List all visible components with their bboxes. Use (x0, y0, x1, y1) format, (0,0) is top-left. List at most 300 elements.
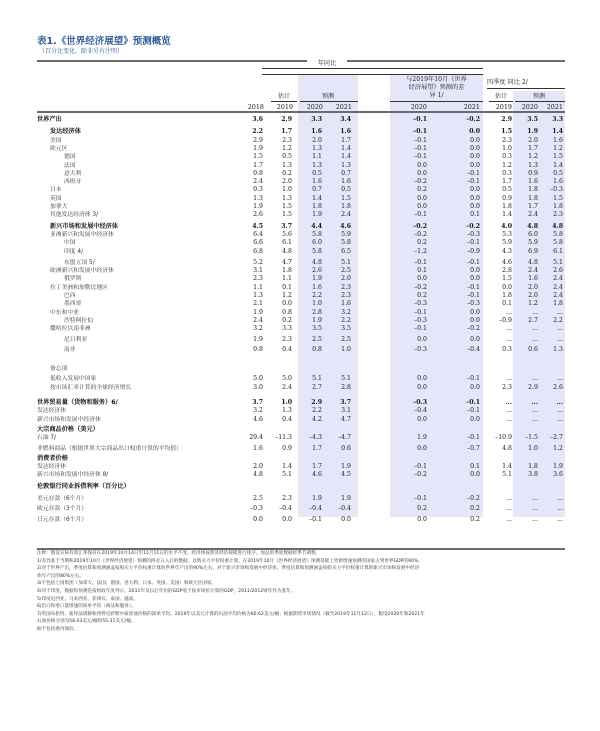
row-value: 2.0 (253, 463, 263, 471)
table-row (37, 399, 565, 407)
table-row (37, 186, 565, 194)
table-row (37, 153, 565, 161)
row-value: 0.0 (502, 283, 512, 291)
row-value: 3.2 (341, 308, 351, 316)
rule-yoy-top (262, 68, 483, 69)
row-value: 3.8 (528, 471, 538, 479)
row-value: 1.6 (528, 275, 538, 283)
table-row (37, 162, 565, 170)
year-2021: 2021 (335, 103, 352, 111)
row-value: –4.7 (338, 434, 351, 442)
row-label: 西班牙 (64, 179, 82, 186)
row-value: 1.4 (553, 161, 563, 169)
row-value: –0.1 (467, 292, 480, 299)
row-value: 0.0 (470, 335, 480, 343)
q4-year-2020: 2020 (521, 103, 538, 111)
row-value: 4.6 (312, 471, 322, 479)
row-label: 新兴市场和发展中经济体 (50, 222, 119, 230)
footnote-line: 石油价格分别为58.03美元/桶和55.31美元/桶。 (37, 619, 136, 625)
row-value: 2.3 (341, 292, 351, 299)
table-row (37, 375, 565, 383)
row-value: 0.2 (417, 505, 427, 513)
row-value: 2.4 (282, 383, 292, 391)
table-title: 表1.《世界经济展望》预测概览 (37, 36, 171, 47)
row-value: 1.3 (312, 144, 322, 152)
row-value: 0.1 (282, 283, 292, 291)
row-value: 0.6 (528, 345, 538, 353)
row-value: –0.1 (467, 407, 480, 415)
row-value: 1.7 (312, 444, 322, 452)
row-value: 4.6 (253, 415, 263, 423)
row-value: –0.1 (467, 434, 480, 442)
row-value: 2.5 (253, 495, 263, 502)
row-value: 1.8 (553, 300, 563, 308)
row-value: 1.6 (553, 136, 563, 144)
row-value: 0.0 (470, 316, 480, 324)
table-row (37, 211, 565, 219)
row-label: 世界贸易量（货物和服务）6/ (37, 399, 118, 406)
row-value: 2.2 (312, 407, 322, 415)
row-value: 0.0 (417, 375, 427, 383)
row-value: –0.1 (467, 375, 480, 383)
table-row (37, 267, 565, 275)
row-value: –0.1 (414, 136, 427, 144)
row-value: ... (506, 505, 512, 513)
row-value: 2.0 (528, 283, 538, 291)
footnote-line: 3/不包括七国集团（加拿大、法国、德国、意大利、日本、英国、美国）和欧元区国家。 (37, 581, 217, 587)
row-value: 1.2 (553, 144, 563, 152)
row-value: 3.5 (341, 325, 351, 333)
diff-year-2020: 2020 (410, 103, 427, 111)
row-value: ... (506, 407, 512, 415)
row-value: 0.0 (470, 275, 480, 283)
row-value: –0.2 (466, 116, 480, 123)
row-label: 沙特阿拉伯 (64, 317, 93, 324)
row-value: 0.0 (470, 415, 480, 423)
row-value: 6.1 (553, 247, 563, 255)
row-value: 1.6 (341, 178, 351, 186)
row-value: –0.2 (414, 283, 427, 291)
row-value: 1.3 (282, 194, 292, 202)
row-value: –0.1 (414, 153, 427, 161)
row-value: 2.9 (253, 136, 263, 144)
row-value: 3.7 (252, 399, 263, 406)
row-label: 中东和中亚 (50, 309, 79, 316)
table-row (37, 170, 565, 178)
row-value: 1.7 (281, 128, 292, 136)
row-value: 1.6 (253, 444, 263, 452)
row-value: 5.8 (553, 239, 563, 247)
row-value: 0.8 (253, 169, 263, 177)
row-value: –0.2 (413, 222, 427, 230)
row-value: 0.9 (502, 194, 512, 202)
table-row (37, 365, 565, 373)
row-value: 6.6 (253, 239, 263, 247)
row-value: –0.2 (467, 495, 480, 502)
q4-year-2021: 2021 (546, 103, 563, 111)
row-value: 1.5 (282, 211, 292, 219)
row-value: 0.2 (470, 515, 480, 523)
row-value: 3.5 (527, 116, 538, 123)
row-value: –0.1 (413, 128, 427, 136)
row-value: ... (557, 308, 563, 316)
table-row (37, 317, 565, 325)
row-value: 1.9 (253, 203, 263, 210)
table-row (37, 203, 565, 211)
footnote-line: 8/不包括委内瑞拉。 (37, 626, 79, 632)
row-value: 1.9 (417, 434, 427, 442)
row-value: 6.0 (312, 239, 322, 247)
row-value: 1.9 (341, 463, 351, 471)
row-value: 4.6 (340, 222, 351, 230)
q4-year-2019: 2019 (495, 103, 512, 111)
row-label: 尼日利亚 (64, 336, 88, 343)
row-value: 0.0 (470, 471, 480, 479)
row-value: 1.0 (281, 399, 292, 406)
row-value: 3.1 (253, 267, 263, 275)
table-row (37, 231, 565, 239)
label-q4: 四季度 同比 2/ (487, 79, 528, 86)
label-projection-yoy: 预测 (321, 93, 335, 100)
row-value: ... (556, 399, 563, 406)
row-value: 2.9 (281, 116, 292, 123)
row-value: 1.4 (502, 211, 512, 219)
row-value: 5.1 (341, 258, 351, 266)
row-value: –11.3 (275, 434, 292, 442)
row-value: 6.9 (528, 247, 538, 255)
label-estimate-q4: 估计 (494, 93, 508, 100)
row-value: 0.2 (417, 186, 427, 194)
row-value: 5.9 (502, 239, 512, 247)
rule-years-under (37, 111, 565, 113)
table-row (37, 445, 565, 453)
row-label: 新兴市场和发展中经济体 8/ (37, 472, 109, 479)
row-value: 0.0 (470, 153, 480, 161)
row-value: 2.2 (553, 316, 563, 324)
row-value: ... (506, 515, 512, 523)
table-row (37, 463, 565, 471)
row-value: 5.6 (282, 230, 292, 238)
row-value: –0.4 (309, 505, 322, 513)
row-value: 1.0 (341, 345, 351, 353)
table-row (37, 248, 565, 256)
row-label: 发达经济体 (37, 464, 66, 471)
row-value: 1.1 (282, 275, 292, 283)
row-value: 4.8 (528, 258, 538, 266)
row-value: 1.6 (528, 178, 538, 186)
row-value: 3.5 (312, 325, 322, 333)
row-value: 1.8 (282, 267, 292, 275)
row-value: 0.5 (553, 169, 563, 177)
row-value: ... (506, 325, 512, 333)
row-value: 5.1 (341, 375, 351, 383)
row-value: 2.4 (253, 316, 263, 324)
row-value: 2.7 (312, 383, 322, 391)
row-value: 6.8 (253, 247, 263, 255)
row-label: 日本 (50, 187, 62, 194)
row-value: 1.4 (341, 153, 351, 161)
row-value: ... (506, 415, 512, 423)
row-value: 0.0 (469, 128, 480, 136)
row-value: –2.7 (550, 434, 563, 442)
table-row (37, 128, 565, 136)
table-row (37, 426, 565, 434)
row-label: 墨西哥 (64, 301, 82, 308)
row-value: 5.8 (553, 230, 563, 238)
row-value: 3.3 (282, 325, 292, 333)
row-value: 0.2 (470, 505, 480, 513)
row-value: 4.7 (282, 258, 292, 266)
table-row (37, 516, 565, 524)
table-row (37, 471, 565, 479)
row-value: 2.4 (553, 292, 563, 299)
row-value: 2.2 (341, 316, 351, 324)
row-value: 1.5 (502, 275, 512, 283)
row-value: 1.3 (312, 161, 322, 169)
row-value: 1.3 (341, 161, 351, 169)
row-value: 1.9 (253, 144, 263, 152)
label-yoy: 年同比 (307, 60, 347, 68)
row-value: 1.1 (312, 153, 322, 161)
table-row (37, 239, 565, 247)
row-value: 1.0 (502, 144, 512, 152)
row-value: –1.5 (525, 434, 538, 442)
row-value: 3.2 (253, 407, 263, 415)
row-value: 1.9 (341, 495, 351, 502)
row-value: 3.7 (340, 399, 351, 406)
row-value: 1.5 (341, 194, 351, 202)
table-row (37, 195, 565, 203)
row-value: ... (557, 505, 563, 513)
row-value: ... (557, 415, 563, 423)
row-value: ... (531, 399, 538, 406)
row-value: –0.2 (414, 230, 427, 238)
row-value: –0.3 (467, 230, 480, 238)
row-value: –0.9 (499, 316, 512, 324)
row-value: 2.8 (502, 267, 512, 275)
row-value: 1.0 (312, 300, 322, 308)
row-value: 1.4 (552, 128, 563, 136)
row-value: –0.3 (414, 345, 427, 353)
rule-projection-q4 (515, 101, 565, 102)
row-value: –0.1 (414, 144, 427, 152)
row-label: 世界产出 (37, 116, 62, 123)
row-value: 1.5 (553, 153, 563, 161)
row-value: ... (557, 375, 563, 383)
row-label: 非燃料商品（根据世界大宗商品出口权重计算的平均值） (37, 445, 182, 452)
row-value: 2.3 (282, 136, 292, 144)
row-value: 2.8 (312, 308, 322, 316)
row-value: –0.2 (466, 222, 480, 230)
row-value: 0.5 (312, 169, 322, 177)
row-value: 0.2 (417, 239, 427, 247)
footnote-line: 5/印度尼西亚、马来西亚、菲律宾、泰国、越南。 (37, 596, 138, 602)
row-value: –1.2 (414, 247, 427, 255)
row-value: 0.0 (470, 267, 480, 275)
footnote-line: 1/差异基于当期和2019年10月《世界经济展望》预测的四舍五入后的数据。以购买力平价权重计算。在2019年10月《世界经济展望》预测基础上更新增速预测的国家占到世界GDP的90%。 (37, 558, 423, 564)
label-diff-2: 经济展望》预测的差 (408, 84, 465, 91)
table-row (37, 309, 565, 317)
row-value: 0.0 (417, 275, 427, 283)
row-value: –0.1 (414, 463, 427, 471)
row-value: 0.0 (470, 186, 480, 194)
row-value: ... (557, 325, 563, 333)
row-value: 3.7 (281, 222, 292, 230)
row-value: 2.9 (311, 399, 322, 406)
row-label: 巴西 (64, 293, 76, 299)
row-value: 5.3 (502, 230, 512, 238)
row-value: 2.6 (312, 267, 322, 275)
row-label: 欧洲新兴和发展中经济体 (50, 268, 114, 275)
row-value: 1.8 (341, 203, 351, 210)
row-value: 1.2 (282, 144, 292, 152)
row-label: 南非 (64, 346, 76, 353)
row-value: 0.0 (470, 383, 480, 391)
row-value: ... (506, 375, 512, 383)
row-value: 1.9 (312, 275, 322, 283)
row-value: 1.8 (528, 194, 538, 202)
row-value: –0.4 (414, 407, 427, 415)
row-value: 0.0 (341, 515, 351, 523)
row-label: 法国 (64, 162, 76, 169)
table-row (37, 259, 565, 267)
row-value: 4.8 (552, 222, 563, 230)
row-value: 0.5 (282, 153, 292, 161)
table-row (37, 300, 565, 308)
row-value: 0.3 (502, 169, 512, 177)
row-value: 5.1 (553, 258, 563, 266)
footnote-line: 4/对于印度，数据和预测是按财政年度列示，2011年及以后年份的GDP基于按市场价计算的GDP，2011/2012财年作为基年。 (37, 588, 296, 594)
row-value: 2.3 (253, 275, 263, 283)
row-value: 2.1 (253, 300, 263, 308)
row-value: 4.4 (311, 222, 322, 230)
row-label: 亚洲新兴和发展中经济体 (50, 231, 114, 238)
row-value: 1.8 (502, 203, 512, 210)
row-value: 0.0 (417, 203, 427, 210)
row-value: 0.9 (282, 444, 292, 452)
row-value: 4.0 (501, 222, 512, 230)
row-value: 1.9 (312, 495, 322, 502)
row-value: –0.3 (413, 399, 427, 406)
row-value: 2.6 (553, 383, 563, 391)
row-value: 4.7 (341, 415, 351, 423)
row-value: –0.3 (414, 316, 427, 324)
row-value: –0.1 (467, 239, 480, 247)
row-value: 2.3 (502, 383, 512, 391)
row-value: 0.0 (417, 335, 427, 343)
table-row (37, 346, 565, 354)
table-row (37, 416, 565, 424)
row-value: 2.4 (553, 283, 563, 291)
row-value: 3.0 (253, 383, 263, 391)
row-value: 2.7 (528, 316, 538, 324)
row-value: 0.0 (417, 415, 427, 423)
row-value: 0.8 (253, 345, 263, 353)
row-label: 其他发达经济体 3/ (50, 212, 99, 219)
rule-diff-under (390, 101, 483, 102)
row-value: ... (506, 335, 512, 343)
row-value: 1.2 (528, 300, 538, 308)
row-value: –10.9 (495, 434, 512, 442)
row-value: 0.0 (470, 161, 480, 169)
row-value: 4.8 (527, 222, 538, 230)
table-row (37, 116, 565, 124)
row-label: 欧元存款（3个月） (37, 506, 88, 513)
rule-estimate-q4 (489, 101, 513, 102)
row-value: 1.6 (340, 128, 351, 136)
row-value: 4.6 (502, 258, 512, 266)
row-value: –0.1 (467, 178, 480, 186)
table-row (37, 407, 565, 415)
row-value: 0.3 (253, 186, 263, 194)
year-2020: 2020 (306, 103, 323, 111)
row-value: –0.7 (467, 444, 480, 452)
label-estimate-yoy: 估计 (277, 93, 291, 100)
row-value: 0.6 (341, 444, 351, 452)
row-value: 4.8 (282, 247, 292, 255)
row-value: 0.7 (312, 186, 322, 194)
row-value: 2.9 (528, 383, 538, 391)
row-value: 4.8 (502, 444, 512, 452)
row-label: 欧元区 (50, 145, 68, 152)
row-value: 4.8 (253, 471, 263, 479)
row-value: 6.0 (528, 230, 538, 238)
row-value: 0.3 (502, 345, 512, 353)
row-value: ... (557, 407, 563, 415)
row-value: –0.1 (413, 116, 427, 123)
year-2019: 2019 (276, 103, 293, 111)
row-value: 1.7 (502, 178, 512, 186)
footnote-line: 7/英国布伦特、迪拜法塔赫和西得克萨斯中质原油价格的简单平均。2019年以美元计算的石油平均价格为60.62美元/桶；根据期货市场情况（截至2019年11月12日），假设2020年和2021年 (37, 611, 425, 617)
row-value: 2.5 (341, 335, 351, 343)
label-diff-3: 异 1/ (429, 92, 444, 99)
row-value: 1.3 (282, 161, 292, 169)
row-value: 1.7 (312, 463, 322, 471)
row-label: 备忘项 (50, 366, 68, 373)
row-value: 1.5 (282, 203, 292, 210)
row-value: 2.0 (528, 292, 538, 299)
row-value: 2.4 (253, 178, 263, 186)
row-value: 1.6 (312, 283, 322, 291)
row-value: 3.3 (311, 116, 322, 123)
table-row (37, 455, 565, 463)
row-value: 6.5 (341, 247, 351, 255)
row-value: 5.8 (312, 230, 322, 238)
row-label: 美元存款（6个月） (37, 496, 88, 502)
row-value: 0.3 (502, 153, 512, 161)
row-value: ... (532, 325, 538, 333)
row-value: 2.4 (528, 267, 538, 275)
row-value: 3.6 (553, 471, 563, 479)
row-value: 5.1 (502, 471, 512, 479)
row-value: –0.1 (309, 515, 322, 523)
row-value: 4.5 (252, 222, 263, 230)
row-value: 3.4 (340, 116, 351, 123)
row-label: 石油 7/ (37, 435, 57, 442)
row-value: –0.2 (414, 471, 427, 479)
row-value: 5.8 (312, 247, 322, 255)
row-label: 消费者价格 (37, 454, 68, 462)
footnote-line: 2/对于世界产出，季度估算和预测涵盖按购买力平价权重计算的世界年产出的90%左右。对于新兴市场和发展中经济体，季度估算和预测涵盖按购买力平价权重计算的新兴市场和发展中经济 (37, 566, 420, 572)
row-value: 1.3 (553, 345, 563, 353)
row-value: 1.9 (253, 308, 263, 316)
footnote-line: 体年产出的80%左右。 (37, 573, 84, 579)
row-value: ... (532, 375, 538, 383)
row-value: 1.8 (502, 292, 512, 299)
row-value: –0.4 (338, 505, 351, 513)
row-value: 1.7 (528, 203, 538, 210)
row-label: 德国 (64, 154, 76, 161)
